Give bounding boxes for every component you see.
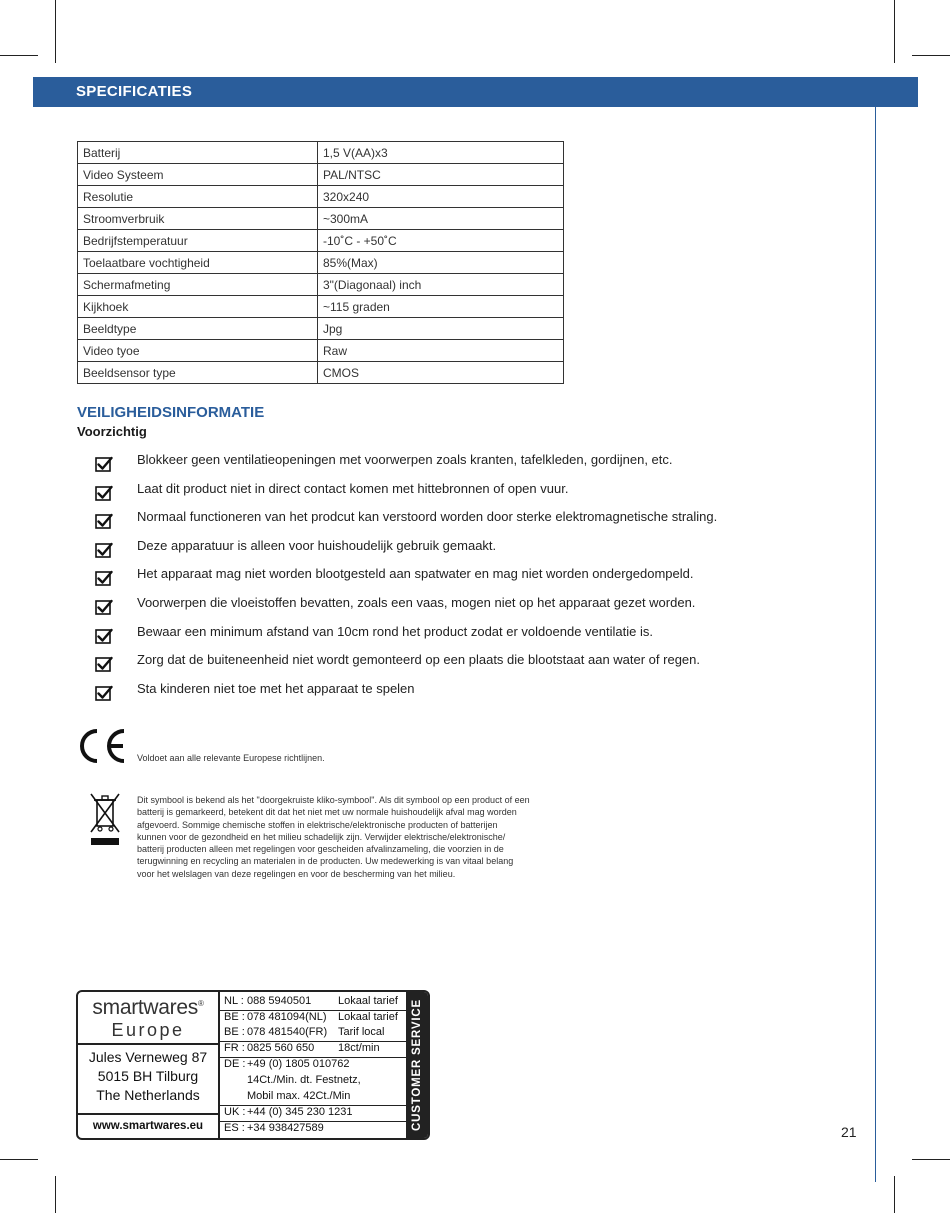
margin-rule: [875, 107, 876, 1182]
safety-item: [95, 452, 795, 476]
spec-value: 320x240: [318, 186, 564, 208]
safety-item-text: Deze apparatuur is alleen voor huishoudelijk gebruik gemaakt.: [137, 537, 497, 553]
spec-value: 3"(Diagonaal) inch: [318, 274, 564, 296]
crop-mark: [894, 0, 895, 63]
phone-number: +49 (0) 1805 010762: [247, 1058, 350, 1070]
divider: [78, 1043, 218, 1045]
safety-item: [95, 566, 795, 590]
spec-row: [78, 296, 564, 318]
safety-item-text: Het apparaat mag niet worden blootgesteld aan spatwater en mag niet worden ondergedompeld.: [137, 566, 694, 582]
safety-item-text: Zorg dat de buiteneenheid niet wordt gemonteerd op een plaats die blootstaat aan water of regen.: [137, 652, 700, 668]
address-line: The Netherlands: [96, 1087, 200, 1103]
spec-label: Schermafmeting: [78, 274, 318, 296]
weee-line: Dit symbool is bekend als het "doorgekruiste kliko-symbool". Als dit symbool op een product of een: [137, 795, 530, 805]
customer-service-card: [76, 990, 430, 1140]
checkbox-checked-icon: [95, 513, 113, 529]
brand-name: smartwares: [92, 996, 198, 1019]
spec-value: CMOS: [318, 362, 564, 384]
safety-item-text: Voorwerpen die vloeistoffen bevatten, zoals een vaas, mogen niet op het apparaat gezet worden.: [137, 595, 696, 610]
country-code: FR :: [224, 1042, 245, 1054]
spec-value: ~300mA: [318, 208, 564, 230]
checkbox-checked-icon: [95, 542, 113, 558]
spec-value: ~115 graden: [318, 296, 564, 318]
country-code: BE :: [224, 1026, 245, 1038]
spec-row: [78, 164, 564, 186]
spec-table: [77, 141, 564, 384]
tariff: Lokaal tarief: [338, 995, 398, 1007]
crop-mark: [0, 1159, 38, 1160]
address-line: Jules Verneweg 87: [88, 1049, 208, 1065]
spec-row: [78, 208, 564, 230]
phone-number: +44 (0) 345 230 1231: [247, 1106, 353, 1118]
weee-line: afgevoerd. Sommige chemische stoffen in elektrische/elektronische producten of batterijen: [137, 819, 498, 830]
spec-row: [78, 362, 564, 384]
weee-statement: [137, 794, 592, 880]
phone-number: 078 481540(FR): [247, 1026, 328, 1038]
spec-value: 1,5 V(AA)x3: [318, 142, 564, 164]
safety-item-text: Normaal functioneren van het prodcut kan verstoord worden door sterke elektromagnetische straling.: [137, 509, 718, 525]
spec-row: [78, 252, 564, 274]
brand-logo: [78, 996, 218, 1020]
country-code: BE :: [224, 1011, 245, 1023]
crop-mark: [55, 0, 56, 63]
checkbox-checked-icon: [95, 456, 113, 472]
safety-item: [95, 681, 795, 705]
checkbox-checked-icon: [95, 685, 113, 701]
phone-number: 088 5940501: [247, 995, 312, 1007]
checkbox-checked-icon: [95, 656, 113, 672]
spec-label: Batterij: [78, 142, 318, 164]
spec-label: Beeldsensor type: [78, 362, 318, 384]
crop-mark: [912, 55, 950, 56]
safety-item: [95, 509, 795, 533]
crossed-bin-icon: [88, 791, 122, 847]
section-header-bar: [33, 77, 918, 107]
country-code: DE :: [224, 1058, 246, 1070]
address-line: 5015 BH Tilburg: [97, 1068, 199, 1084]
ce-mark-icon: [76, 728, 128, 764]
phone-number: 078 481094(NL): [247, 1011, 327, 1023]
crop-mark: [0, 55, 38, 56]
spec-row: [78, 186, 564, 208]
safety-item: [95, 481, 795, 505]
page-number: 21: [841, 1124, 857, 1140]
spec-label: Beeldtype: [78, 318, 318, 340]
safety-subtitle: Voorzichtig: [77, 424, 147, 439]
company-address: [78, 1048, 218, 1105]
ce-statement: Voldoet aan alle relevante Europese richtlijnen.: [137, 753, 325, 763]
weee-line: batterij producten alleen met regelingen voor gescheiden afvalinzameling, die voorzien in de: [137, 844, 504, 855]
safety-item: [95, 538, 795, 562]
spec-row: [78, 340, 564, 362]
safety-item-text: Blokkeer geen ventilatieopeningen met voorwerpen zoals kranten, tafelkleden, gordijnen, etc.: [137, 452, 673, 467]
spec-value: Jpg: [318, 318, 564, 340]
safety-title: VEILIGHEIDSINFORMATIE: [77, 404, 265, 421]
spec-label: Toelaatbare vochtigheid: [78, 252, 318, 274]
spec-label: Resolutie: [78, 186, 318, 208]
section-title: SPECIFICATIES: [76, 83, 193, 100]
tariff: 18ct/min: [338, 1042, 380, 1054]
company-block: [78, 992, 218, 1138]
spec-value: PAL/NTSC: [318, 164, 564, 186]
tariff: Tarif local: [338, 1026, 385, 1038]
customer-service-label: CUSTOMER SERVICE: [411, 999, 423, 1131]
checkbox-checked-icon: [95, 485, 113, 501]
weee-line: terugwinning en recycling an materialen in de producten. Uw medewerking is van vitaal belang: [137, 856, 514, 867]
spec-row: [78, 142, 564, 164]
customer-service-label-bar: [406, 992, 428, 1138]
spec-row: [78, 318, 564, 340]
brand-region: Europe: [111, 1020, 185, 1040]
website-link[interactable]: www.smartwares.eu: [78, 1113, 218, 1140]
spec-label: Video Systeem: [78, 164, 318, 186]
registered-mark: ®: [197, 999, 204, 1008]
tariff: Lokaal tarief: [338, 1011, 398, 1023]
phone-number: 0825 560 650: [247, 1042, 315, 1054]
spec-value: -10˚C - +50˚C: [318, 230, 564, 252]
weee-line: kunnen voor de gezondheid en het milieu schadelijk zijn. Verwijder elektrische/elektronische/: [137, 831, 506, 842]
checkbox-checked-icon: [95, 628, 113, 644]
spec-label: Video tyoe: [78, 340, 318, 362]
spec-row: [78, 230, 564, 252]
weee-line: batterij is gemarkeerd, betekent dit dat het niet met uw normale huishoudelijk afval mag worden: [137, 807, 517, 818]
tariff: Mobil max. 42Ct./Min: [247, 1090, 351, 1102]
spec-label: Bedrijfstemperatuur: [78, 230, 318, 252]
country-code: ES :: [224, 1122, 245, 1134]
country-code: NL :: [224, 995, 244, 1007]
safety-item-text: Bewaar een minimum afstand van 10cm rond het product zodat er voldoende ventilatie is.: [137, 623, 653, 639]
safety-item: [95, 595, 795, 619]
crop-mark: [894, 1176, 895, 1213]
tariff: 14Ct./Min. dt. Festnetz,: [247, 1074, 361, 1086]
crop-mark: [912, 1159, 950, 1160]
spec-value: 85%(Max): [318, 252, 564, 274]
phone-number: +34 938427589: [247, 1122, 324, 1134]
safety-item: [95, 652, 795, 676]
safety-item: [95, 624, 795, 648]
spec-label: Stroomverbruik: [78, 208, 318, 230]
spec-value: Raw: [318, 340, 564, 362]
spec-row: [78, 274, 564, 296]
safety-item-text: Sta kinderen niet toe met het apparaat te spelen: [137, 680, 415, 696]
phone-list: [220, 992, 406, 1138]
country-code: UK :: [224, 1106, 246, 1118]
checkbox-checked-icon: [95, 599, 113, 615]
checkbox-checked-icon: [95, 570, 113, 586]
crop-mark: [55, 1176, 56, 1213]
safety-item-text: Laat dit product niet in direct contact komen met hittebronnen of open vuur.: [137, 480, 569, 496]
weee-line: voor het welslagen van deze regelingen en voor de bescherming van het milieu.: [137, 868, 456, 879]
spec-label: Kijkhoek: [78, 296, 318, 318]
